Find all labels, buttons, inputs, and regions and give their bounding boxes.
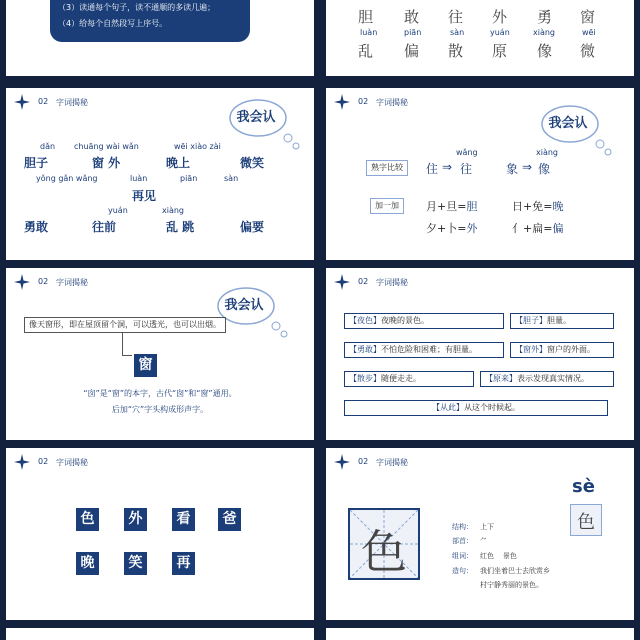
cloud-bubble [228, 94, 294, 144]
def-yonggan [344, 342, 504, 358]
word-chuangwai: 窗 外 [92, 156, 121, 170]
slide-2 [326, 0, 634, 76]
char-tile-xiao: 笑 [124, 552, 147, 575]
word-danzi: 胆子 [24, 156, 49, 170]
section-number: 02 [38, 97, 49, 106]
pinyin-pian: piān [404, 28, 422, 37]
char-tile-wai: 外 [124, 508, 147, 531]
def-term: 【勇敢】 [349, 345, 381, 354]
pinyin-wei: wēi [582, 28, 596, 37]
slide-9 [6, 628, 314, 640]
char-tile-ba: 爸 [218, 508, 241, 531]
sentence-line-2: 村宁静秀丽的景色。 [480, 581, 543, 589]
pinyin-luan: luàn [130, 174, 148, 183]
slide-header [326, 268, 634, 292]
def-yese [344, 313, 504, 329]
slide-7 [6, 448, 314, 620]
words-value: 红色 景色 [480, 552, 517, 560]
slide-4 [326, 88, 634, 260]
section-number: 02 [358, 457, 369, 466]
cloud-label: 我会认 [548, 116, 588, 131]
def-text: 窗户的外面。 [547, 345, 595, 354]
writing-grid [348, 508, 420, 580]
word-wangqian: 往前 [92, 220, 117, 234]
arrow-icon: ⇒ [442, 160, 453, 174]
star-icon [14, 454, 30, 470]
word-wanshang: 晚上 [166, 156, 191, 170]
char-wei: 微 [580, 42, 596, 60]
def-text: 表示发现真实情况。 [517, 374, 589, 383]
structure-label: 结构： [452, 523, 473, 531]
char-yong: 勇 [537, 8, 553, 26]
word-luantiao: 乱 跳 [166, 220, 195, 234]
origin-line-2: 后加“穴”字头构成形声字。 [111, 405, 209, 414]
def-term: 【夜色】 [349, 316, 381, 325]
def-text: 胆量。 [547, 316, 571, 325]
section-title: 字词揭秘 [376, 98, 408, 107]
pinyin-dan: dǎn [40, 142, 56, 151]
char-san: 散 [448, 42, 464, 60]
add-result: 晚 [552, 200, 564, 213]
def-chuangwai [510, 342, 614, 358]
description-box: 像天窗形，即在屋顶留个洞，可以透光，也可以出烟。 [24, 317, 226, 333]
small-char-box [570, 504, 602, 536]
pinyin-chuang-wai-wan: chuāng wài wǎn [74, 142, 139, 151]
word-yonggan: 勇敢 [24, 220, 49, 234]
def-sanbu [344, 371, 474, 387]
section-title: 字词揭秘 [56, 458, 88, 467]
char-gan: 敢 [404, 8, 420, 26]
compare-wang: 往 [460, 162, 473, 176]
arrow-icon: ⇒ [522, 160, 533, 174]
section-number: 02 [38, 457, 49, 466]
task-item-3: （3）读通每个句子，读不通顺的多读几遍； [58, 3, 216, 12]
origin-line-1: “囱”是“窗”的本字，古代“囱”和“窗”通用。 [83, 389, 237, 398]
section-number: 02 [358, 277, 369, 286]
def-yuanlai [480, 371, 614, 387]
char-wai: 外 [492, 8, 508, 26]
pinyin-yuan: yuán [108, 206, 128, 215]
pinyin-yong-gan-wang: yǒng gǎn wǎng [36, 174, 98, 183]
slide-header [6, 448, 314, 472]
slide-5 [6, 268, 314, 440]
slide-8 [326, 448, 634, 620]
pinyin-xiang: xiàng [162, 206, 185, 215]
label-add: 加一加 [370, 198, 404, 214]
cloud-label: 我会认 [224, 298, 264, 313]
char-tile-zai: 再 [172, 552, 195, 575]
section-title: 字词揭秘 [376, 278, 408, 287]
char-xiang: 像 [537, 42, 553, 60]
def-term: 【胆子】 [515, 316, 547, 325]
section-title: 字词揭秘 [56, 98, 88, 107]
connector-line [122, 333, 123, 355]
add-item-wan [512, 198, 563, 214]
char-yuan: 原 [492, 42, 508, 60]
radical-value: ⺈ [480, 537, 487, 545]
small-char: 色 [577, 512, 595, 533]
pinyin-san: sàn [450, 28, 465, 37]
pinyin-xiang: xiàng [536, 148, 559, 157]
pinyin-yuan: yuán [490, 28, 510, 37]
pinyin-wang: wǎng [456, 148, 478, 157]
section-title: 字词揭秘 [376, 458, 408, 467]
compare-zhu: 住 [426, 162, 439, 176]
radical-label: 部首： [452, 537, 473, 545]
label-compare: 熟字比较 [366, 160, 408, 176]
def-danzi [510, 313, 614, 329]
add-formula: 亻+扁= [512, 222, 553, 235]
add-formula: 夕+卜= [426, 222, 467, 235]
slide-10 [326, 628, 634, 640]
char-dan: 胆 [358, 8, 374, 26]
char-pian: 偏 [404, 42, 420, 60]
compare-xiang-a: 象 [506, 162, 519, 176]
pinyin-luan: luàn [360, 28, 378, 37]
def-text: 随便走走。 [381, 374, 421, 383]
slide-6 [326, 268, 634, 440]
add-formula: 月+旦= [426, 200, 467, 213]
cloud-label: 我会认 [236, 110, 276, 125]
word-pianyao: 偏要 [240, 220, 265, 234]
def-text: 从这个时候起。 [464, 403, 520, 412]
char-wang: 往 [448, 8, 464, 26]
words-label: 组词： [452, 552, 473, 560]
def-term: 【散步】 [349, 374, 381, 383]
add-result: 偏 [552, 222, 564, 235]
def-term: 【原来】 [485, 374, 517, 383]
def-congci [344, 400, 608, 416]
star-icon [334, 94, 350, 110]
slide-3 [6, 88, 314, 260]
big-char: 色 [361, 525, 407, 579]
structure-value: 上下 [480, 523, 494, 531]
connector-line-h [122, 355, 132, 356]
pinyin-san: sàn [224, 174, 239, 183]
pinyin-se: sè [572, 476, 595, 497]
add-item-wai [426, 220, 477, 236]
word-zaijian: 再见 [132, 189, 157, 203]
add-item-pian [512, 220, 563, 236]
star-icon [334, 274, 350, 290]
sentence-line-1: 我们坐着巴士去欣赏乡 [480, 567, 550, 575]
def-term: 【窗外】 [515, 345, 547, 354]
pinyin-xiang: xiàng [533, 28, 556, 37]
section-number: 02 [358, 97, 369, 106]
star-icon [14, 94, 30, 110]
add-item-dan [426, 198, 477, 214]
section-number: 02 [38, 277, 49, 286]
def-text: 不怕危险和困难；有胆量。 [381, 345, 477, 354]
char-tile-chuang: 窗 [134, 354, 157, 377]
add-result: 胆 [466, 200, 478, 213]
add-result: 外 [466, 222, 478, 235]
char-chuang: 窗 [580, 8, 596, 26]
def-term: 【从此】 [432, 403, 464, 412]
slide-1-task-box [50, 0, 250, 42]
sentence-label: 造句： [452, 567, 473, 575]
char-tile-se: 色 [76, 508, 99, 531]
def-text: 夜晚的景色。 [381, 316, 429, 325]
star-icon [334, 454, 350, 470]
pinyin-wei-xiao-zai: wēi xiào zài [174, 142, 221, 151]
slide-1 [6, 0, 314, 76]
cloud-bubble [540, 100, 606, 150]
char-luan: 乱 [358, 42, 374, 60]
add-formula: 日+免= [512, 200, 553, 213]
slide-header [326, 448, 634, 472]
section-title: 字词揭秘 [56, 278, 88, 287]
pinyin-pian: piān [180, 174, 198, 183]
char-tile-wan: 晚 [76, 552, 99, 575]
compare-xiang-b: 像 [538, 162, 551, 176]
star-icon [14, 274, 30, 290]
task-item-4: （4）给每个自然段写上序号。 [58, 19, 168, 28]
char-tile-kan: 看 [172, 508, 195, 531]
word-weixiao: 微笑 [240, 156, 265, 170]
